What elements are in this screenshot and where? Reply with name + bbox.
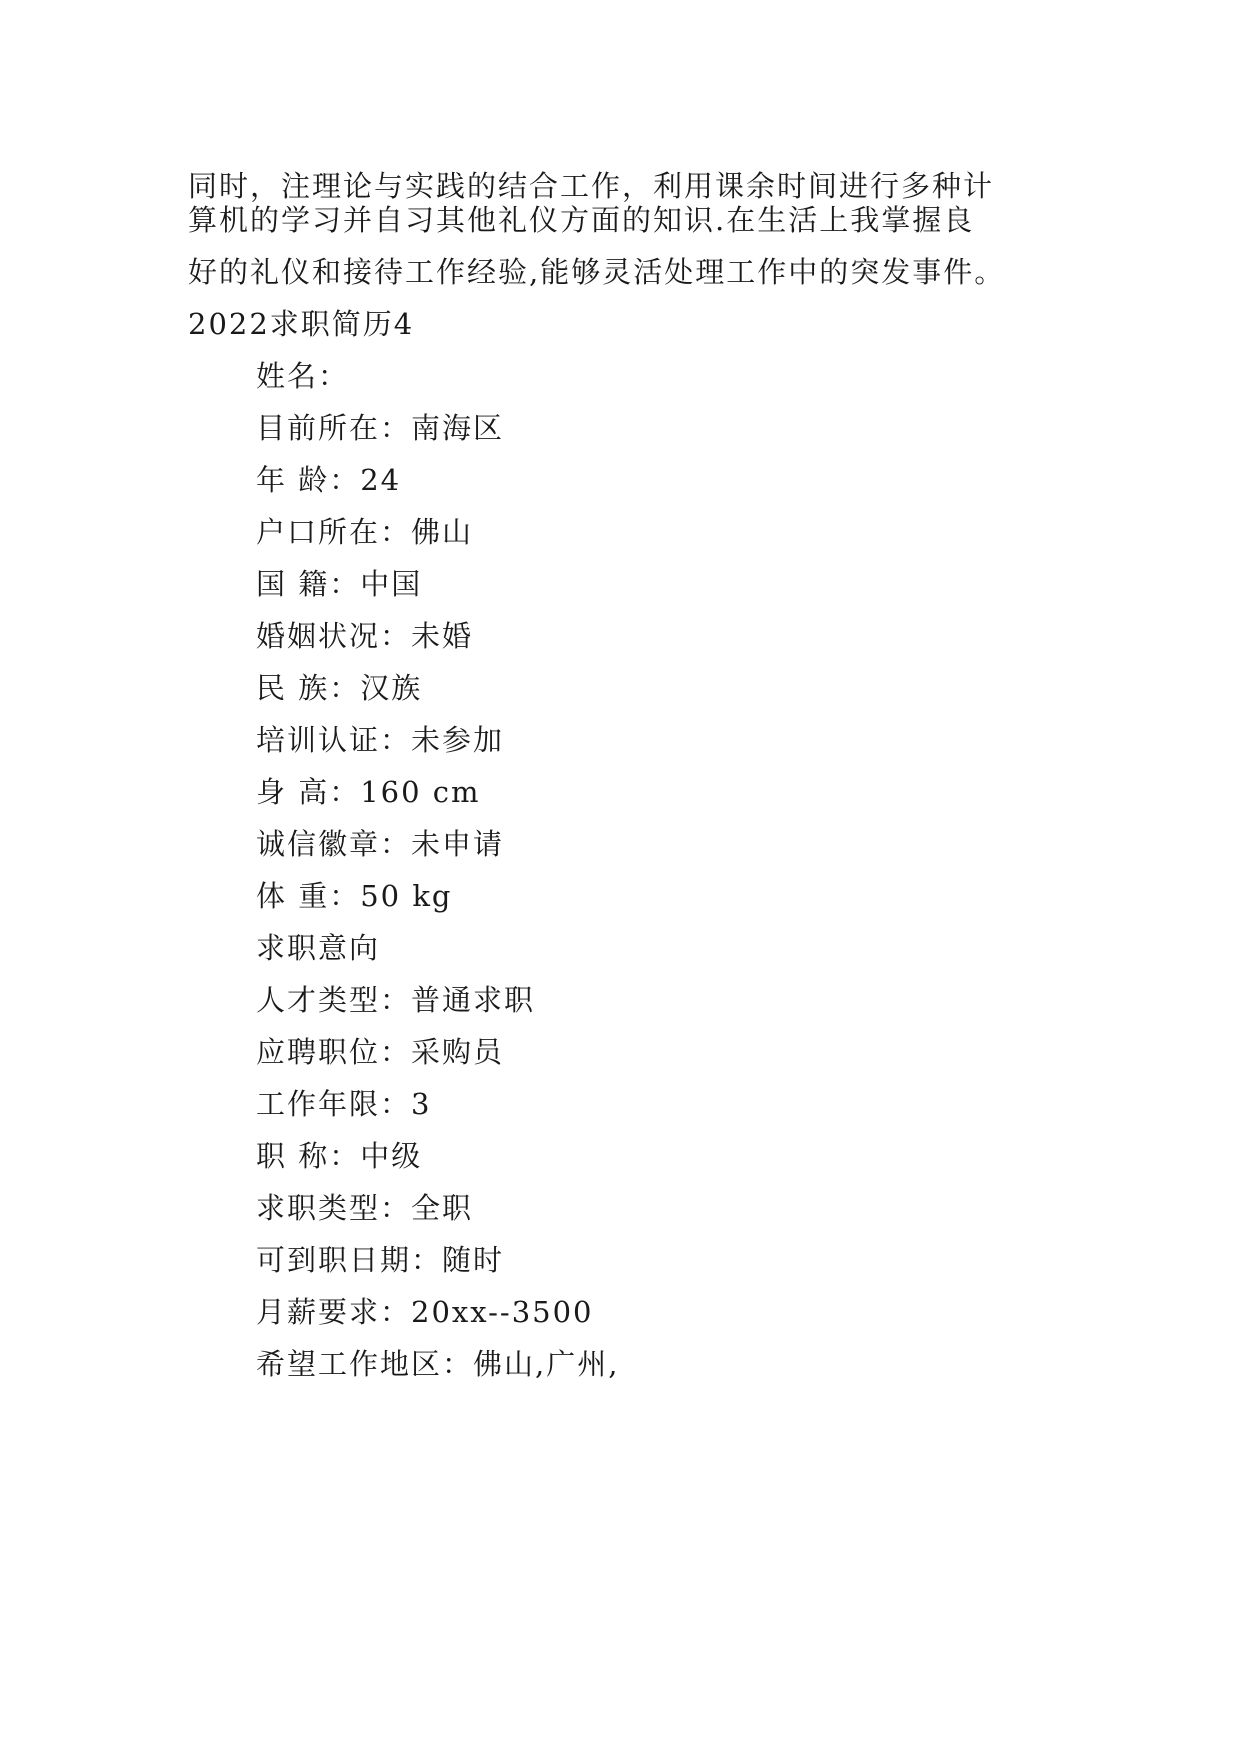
field-household-registration: 户口所在：佛山	[256, 515, 474, 549]
section-title: 2022求职简历4	[188, 307, 415, 341]
field-age: 年 龄：24	[256, 463, 402, 497]
field-ethnicity: 民 族：汉族	[256, 671, 423, 705]
field-talent-type: 人才类型：普通求职	[256, 983, 536, 1017]
field-salary: 月薪要求：20xx--3500	[256, 1295, 594, 1329]
field-nationality: 国 籍：中国	[256, 567, 423, 601]
field-integrity-badge: 诚信徽章：未申请	[256, 827, 505, 861]
field-job-type: 求职类型：全职	[256, 1191, 474, 1225]
field-availability: 可到职日期：随时	[256, 1243, 505, 1277]
field-position: 应聘职位：采购员	[256, 1035, 505, 1069]
field-title: 职 称：中级	[256, 1139, 423, 1173]
paragraph-line: 算机的学习并自习其他礼仪方面的知识.在生活上我掌握良	[188, 203, 975, 237]
field-marital-status: 婚姻状况：未婚	[256, 619, 474, 653]
field-name: 姓名：	[256, 359, 350, 393]
paragraph-line: 好的礼仪和接待工作经验,能够灵活处理工作中的突发事件。	[188, 255, 1006, 289]
subsection-title: 求职意向	[256, 931, 381, 965]
field-weight: 体 重：50 kg	[256, 879, 453, 913]
field-current-location: 目前所在：南海区	[256, 411, 505, 445]
field-training-certification: 培训认证：未参加	[256, 723, 505, 757]
field-height: 身 高：160 cm	[256, 775, 481, 809]
field-preferred-location: 希望工作地区：佛山,广州,	[256, 1347, 620, 1381]
paragraph-line: 同时，注理论与实践的结合工作，利用课余时间进行多种计	[188, 169, 995, 203]
field-years-experience: 工作年限：3	[256, 1087, 432, 1121]
